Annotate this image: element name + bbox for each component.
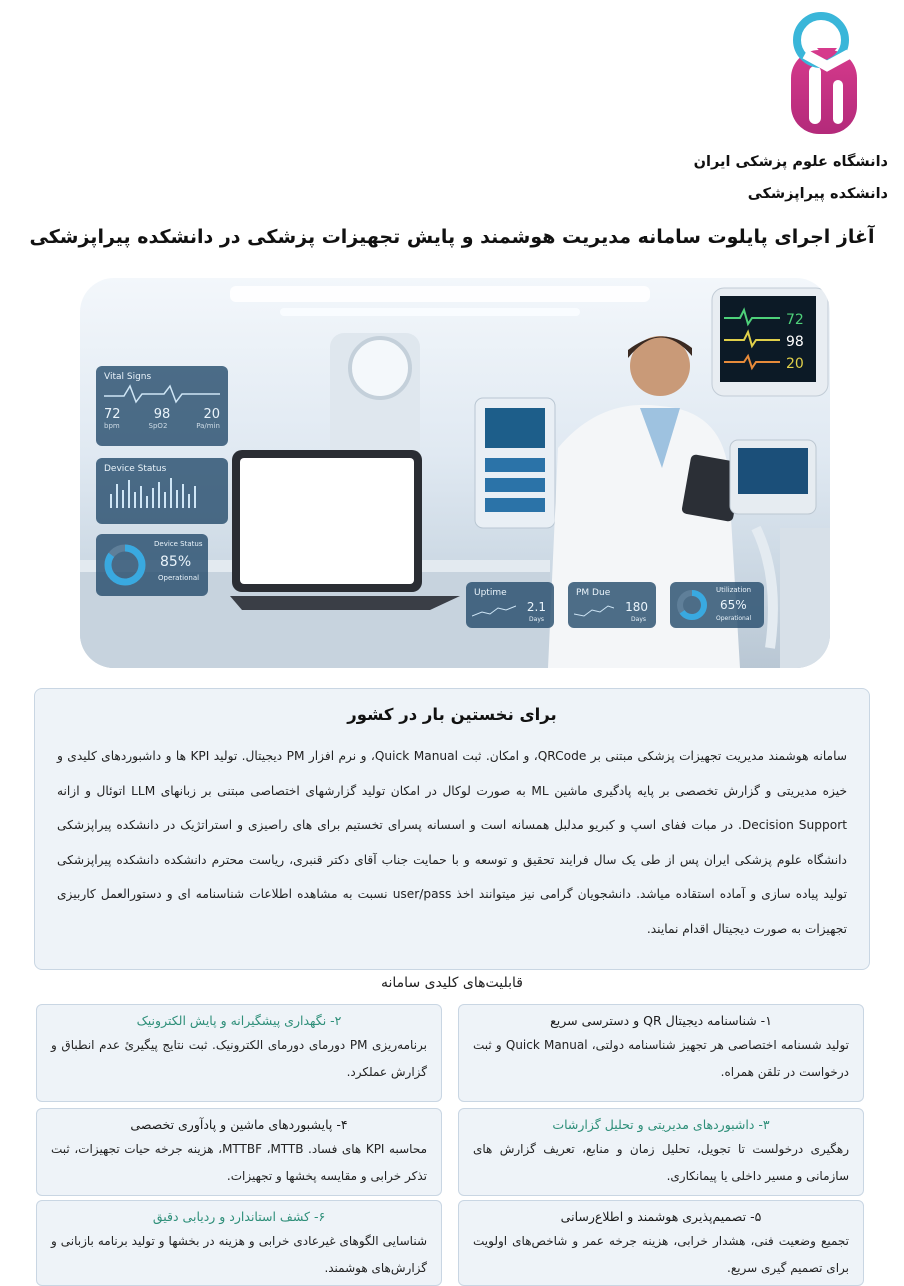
pm-sparkline [574, 604, 614, 620]
feature-desc-2: برنامه‌ریزی PM دورمای دورمای الکترونیک. ثبت نتایج پیگیریٔ عدم انطباق و گزارش عملکرد. [51, 1038, 428, 1079]
university-name: دانشگاه علوم پزشکی ایران [693, 154, 888, 170]
vital-label-2: SpO2 [148, 422, 168, 430]
feature-card-5 [458, 1200, 864, 1286]
utilization-title: Utilization [716, 586, 752, 594]
intro-body: سامانه هوشمند مدیریت تجهیزات پزشکی مبتنی بر QRCode، و امکان. ثبت Quick Manual، و نرم افزار PM دیجیتال. تولید KPI ها و داشبوردهای کلیدی و خیزه مدیریتی و گزارش تخصصی بر پایه پادگیری ماشین ML به صورت لوکال در امکان تولید گزارشهای اختصاصی مبتنی بر زبانهای LLM اتوئال و ازانه Decision Support. در مبات ففای اسپ و کبریو مدلبل همسانه است و اسسانه پسرای تخستیم برای های راصیزی و استراتژیک در دانشکده پیراپزشکی دانشگاه علوم پزشکی ایران پس از طی یک سال فرایند تحقیق و توسعه و با حمایت جناب آقای دکتر قنبری، ریاست محترم دانشکده دانشکده پیراپزشکی تولید پیاده سازی و آماده استقاده میاشد. دانشجویان گرامی نیز میتوانند اخذ user/pass نسبت به مشاهده اطلاعات شناسنامه ای و دستورالعمل کاربیزی تجهیزات به صورت دیجیتال اقدام نمایند. [57, 749, 848, 936]
feature-desc-5: تجمیع وضعیت فنی، هشدار خرابی، هزینه جرخه عمر و شاخص‌های اولویت برای تصمیم گیری سریع. [473, 1234, 849, 1275]
institution-names [694, 146, 888, 210]
feature-card-6 [36, 1200, 442, 1286]
gauge-ring-85 [102, 542, 148, 588]
vital-signs-wave [104, 382, 220, 404]
feature-title-5: ۵- تصمیم‌پذیری هوشمند و اطلاع‌رسانی [560, 1209, 762, 1224]
gauge-title: Device Status [154, 540, 203, 548]
feature-desc-3: رهگیری درخولست تا تجویل، تحلیل زمان و منابع، تعریف گزارش های سازمانی و مسیر داخلی یا پیمانکاری. [473, 1142, 849, 1183]
feature-title-6: ۶- کشف استاندارد و ردیابی دقیق [152, 1209, 326, 1224]
vital-value-2: 98 [153, 407, 171, 422]
feature-title-2: ۲- نگهداری پیشگیرانه و پایش الکترونیک [136, 1013, 342, 1028]
feature-card-1 [458, 1004, 864, 1102]
device-status-gauge-panel [96, 534, 208, 596]
pm-due-unit: Days [631, 616, 646, 623]
vital-signs-panel [96, 366, 228, 446]
vital-label-3: Pa/min [196, 422, 220, 430]
feature-card-2 [36, 1004, 442, 1102]
pm-due-panel [568, 582, 656, 628]
device-status-panel [96, 458, 228, 524]
intro-card [34, 688, 870, 970]
feature-desc-1: تولید شسنامه اختصاصی هر تجهیز شناسنامه دولتی، Quick Manual و ثبت درخواست در تلقن همراه. [473, 1038, 849, 1079]
utilization-panel [670, 582, 764, 628]
monitor-value-2: 98 [786, 334, 804, 350]
intro-heading: برای نخستین بار در کشور [347, 705, 557, 724]
uptime-value: 2.1 [526, 600, 546, 614]
feature-desc-4: محاسبه KPI های فساد. MTTBF ،MTTB، هزینه جرخه حیات تجهیزات، ثبت تذکر خرابی و مقایسه پخشها و تجهیزات. [51, 1142, 427, 1183]
device-status-bars [104, 474, 220, 510]
feature-title-4: ۴- پایشبوردهای ماشین و پادآوری تخصصی [130, 1117, 348, 1132]
device-status-title: Device Status [104, 464, 167, 474]
vital-value-3: 20 [203, 407, 220, 422]
vital-signs-title: Vital Signs [104, 372, 152, 382]
gauge-value: 85% [160, 554, 192, 570]
pm-due-title: PM Due [576, 588, 611, 598]
uptime-unit: Days [529, 616, 544, 623]
feature-title-1: ۱- شناسنامه دیجیتال QR و دسترسی سریع [550, 1013, 772, 1028]
feature-card-3 [458, 1108, 864, 1196]
page-title: آغاز اجرای پایلوت سامانه مدیریت هوشمند و پایش تجهیزات پزشکی در دانشکده پیراپزشکی [29, 226, 875, 248]
gauge-ring-65 [675, 588, 709, 622]
hero-image [80, 278, 830, 668]
monitor-value-3: 20 [786, 356, 804, 372]
uptime-panel [466, 582, 554, 628]
vital-label-1: bpm [104, 422, 120, 430]
capabilities-title: قابلیت‌های کلیدی سامانه [381, 975, 523, 991]
feature-card-4 [36, 1108, 442, 1196]
feature-title-3: ۳- داشبوردهای مدیریتی و تحلیل گزارشات [552, 1117, 770, 1132]
utilization-label: Operational [716, 615, 752, 622]
feature-desc-6: شناسایی الگوهای غیرعادی خرابی و هزینه در بخشها و تولید برنامه بازبانی و گزارش‌های هوشمند. [51, 1234, 427, 1275]
pm-due-value: 180 [625, 600, 648, 614]
utilization-value: 65% [720, 598, 747, 612]
faculty-name: دانشکده پیراپزشکی [747, 186, 888, 202]
uptime-title: Uptime [474, 588, 507, 598]
vital-value-1: 72 [104, 407, 121, 422]
monitor-value-1: 72 [786, 312, 804, 328]
university-logo [787, 10, 863, 136]
uptime-sparkline [472, 604, 516, 620]
gauge-label: Operational [158, 574, 200, 582]
